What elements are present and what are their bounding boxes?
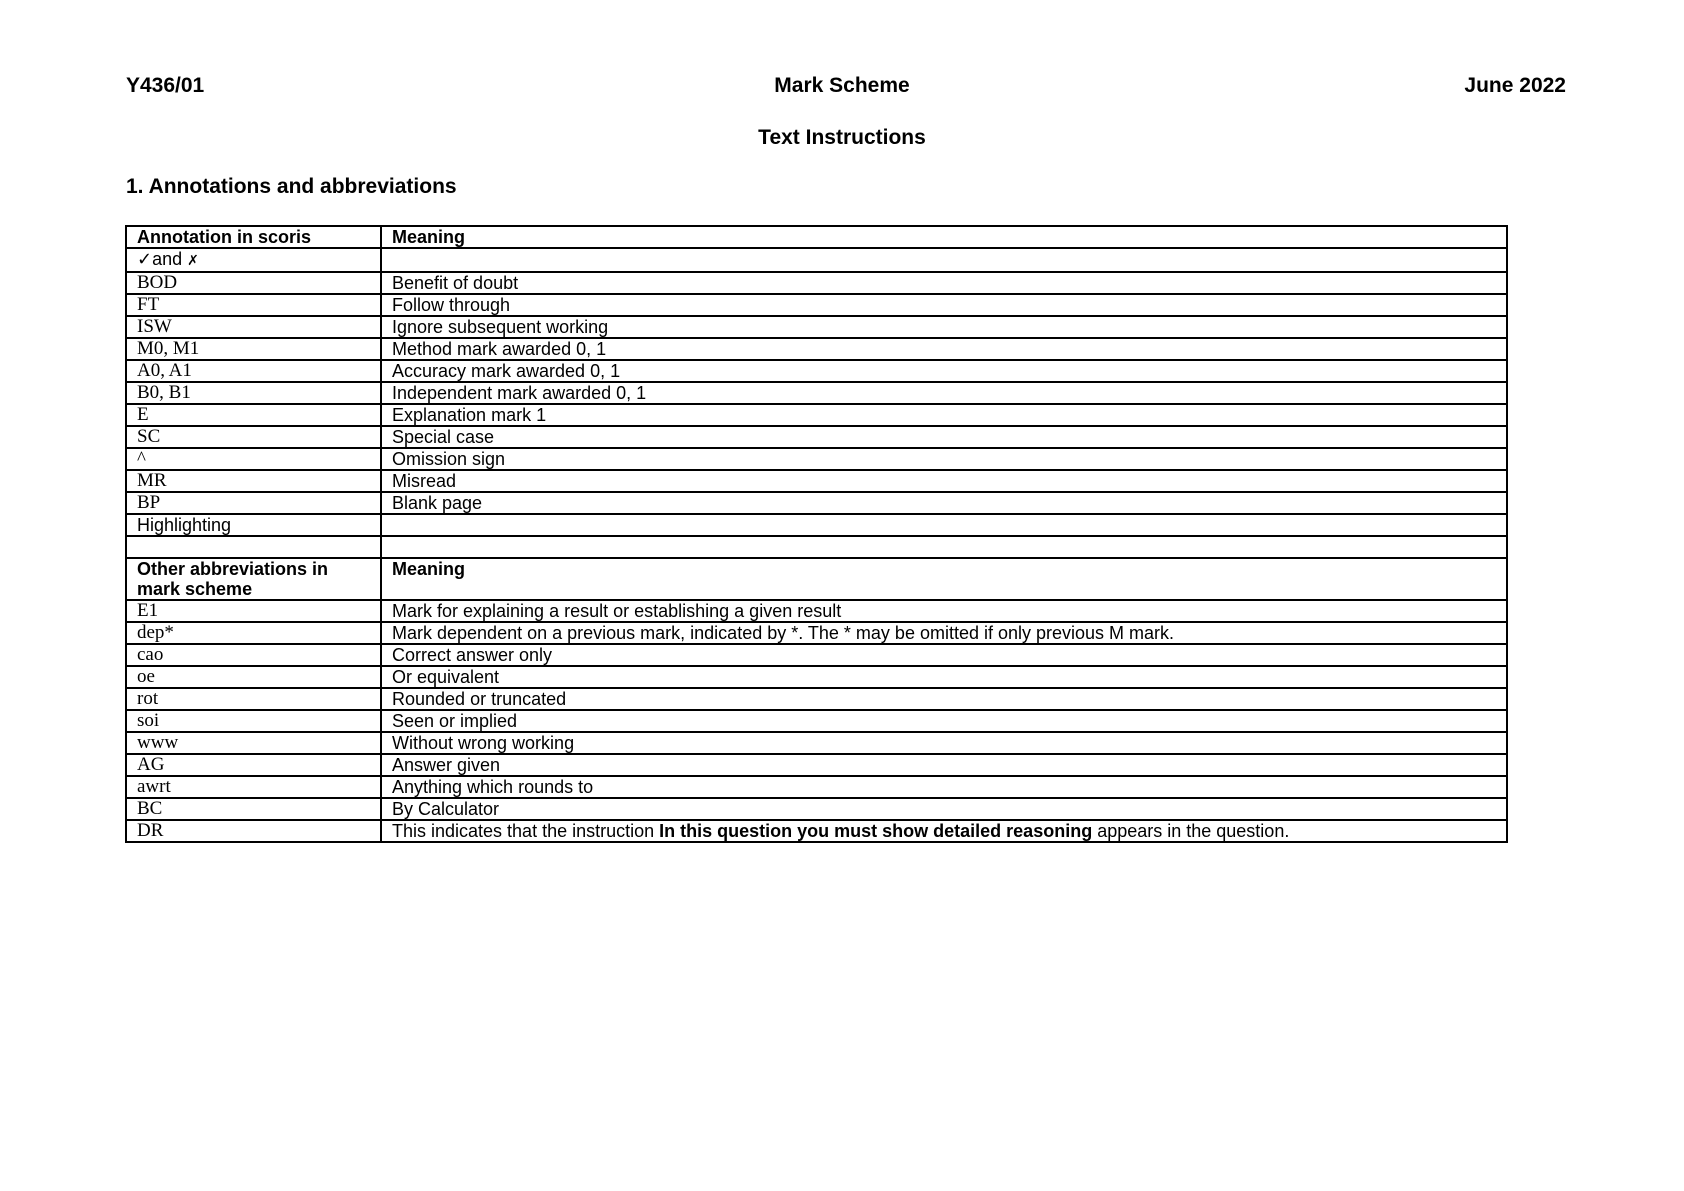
annotation-column-header: Annotation in scoris: [126, 226, 381, 248]
code-cell: MR: [126, 470, 381, 492]
meaning-cell: Blank page: [381, 492, 1507, 514]
meaning-cell: Or equivalent: [381, 666, 1507, 688]
page-subtitle: Text Instructions: [758, 126, 926, 149]
exam-date: June 2022: [1464, 74, 1566, 97]
table-cell-empty: [381, 248, 1507, 272]
code-cell: AG: [126, 754, 381, 776]
meaning-cell: Mark for explaining a result or establishing a given result: [381, 600, 1507, 622]
meaning-cell: Follow through: [381, 294, 1507, 316]
blank-row: [126, 536, 1507, 558]
annotations-header-row: [126, 226, 1507, 248]
meaning-cell: Independent mark awarded 0, 1: [381, 382, 1507, 404]
table-row: [126, 426, 1507, 448]
meaning-cell: Accuracy mark awarded 0, 1: [381, 360, 1507, 382]
table-row: [126, 294, 1507, 316]
table-row: [126, 776, 1507, 798]
dr-text-after: appears in the question.: [1092, 821, 1290, 841]
code-cell: B0, B1: [126, 382, 381, 404]
tick-cross-cell: [126, 248, 381, 272]
code-cell: ^: [126, 448, 381, 470]
paper-code: Y436/01: [126, 74, 205, 97]
code-cell: soi: [126, 710, 381, 732]
meaning-cell: Rounded or truncated: [381, 688, 1507, 710]
table-row: [126, 470, 1507, 492]
code-cell: BP: [126, 492, 381, 514]
code-cell: awrt: [126, 776, 381, 798]
table-row: [126, 622, 1507, 644]
table-row: [126, 448, 1507, 470]
code-cell: A0, A1: [126, 360, 381, 382]
meaning-cell: Ignore subsequent working: [381, 316, 1507, 338]
code-cell: SC: [126, 426, 381, 448]
dr-row: [126, 820, 1507, 842]
code-cell: dep*: [126, 622, 381, 644]
code-cell: Other abbreviations in mark scheme: [126, 558, 381, 600]
meaning-cell: Without wrong working: [381, 732, 1507, 754]
cross-icon: ✗: [187, 253, 199, 269]
code-cell: E: [126, 404, 381, 426]
dr-text-before: This indicates that the instruction: [392, 821, 660, 841]
table-row: [126, 492, 1507, 514]
meaning-column-header: Meaning: [381, 226, 1507, 248]
code-cell: cao: [126, 644, 381, 666]
table-row: [126, 360, 1507, 382]
and-text: and: [152, 249, 183, 269]
code-cell: M0, M1: [126, 338, 381, 360]
code-cell: BOD: [126, 272, 381, 294]
code-cell: oe: [126, 666, 381, 688]
meaning-cell: By Calculator: [381, 798, 1507, 820]
code-cell: ISW: [126, 316, 381, 338]
table-row: [126, 316, 1507, 338]
table-row: [126, 272, 1507, 294]
annotations-table: [125, 225, 1508, 843]
table-row: [126, 666, 1507, 688]
table-row: [126, 644, 1507, 666]
code-cell: DR: [126, 820, 381, 842]
table-row: [126, 754, 1507, 776]
meaning-cell: Explanation mark 1: [381, 404, 1507, 426]
meaning-cell: [381, 820, 1507, 842]
table-row: [126, 710, 1507, 732]
table-row: [126, 688, 1507, 710]
meaning-cell: Benefit of doubt: [381, 272, 1507, 294]
tick-icon: ✓: [137, 249, 153, 270]
code-cell: rot: [126, 688, 381, 710]
meaning-cell: Mark dependent on a previous mark, indicated by *. The * may be omitted if only previous M mark.: [381, 622, 1507, 644]
code-cell: BC: [126, 798, 381, 820]
code-cell: www: [126, 732, 381, 754]
abbreviations-header-row: [126, 558, 1507, 600]
section-heading: 1. Annotations and abbreviations: [126, 175, 457, 198]
document-title: Mark Scheme: [774, 74, 910, 97]
meaning-cell: Omission sign: [381, 448, 1507, 470]
meaning-cell: Meaning: [381, 558, 1507, 600]
meaning-cell: [381, 514, 1507, 536]
highlighting-row: [126, 514, 1507, 536]
table-row: [126, 600, 1507, 622]
table-row: [126, 404, 1507, 426]
meaning-cell: Method mark awarded 0, 1: [381, 338, 1507, 360]
table-row: [126, 732, 1507, 754]
code-cell: E1: [126, 600, 381, 622]
table-row: [126, 338, 1507, 360]
meaning-cell: [381, 536, 1507, 558]
tick-cross-row: [126, 248, 1507, 272]
meaning-cell: Correct answer only: [381, 644, 1507, 666]
meaning-cell: Anything which rounds to: [381, 776, 1507, 798]
meaning-cell: Answer given: [381, 754, 1507, 776]
meaning-cell: Special case: [381, 426, 1507, 448]
table-row: [126, 382, 1507, 404]
meaning-cell: Misread: [381, 470, 1507, 492]
table-row: [126, 798, 1507, 820]
code-cell: Highlighting: [126, 514, 381, 536]
code-cell: [126, 536, 381, 558]
code-cell: FT: [126, 294, 381, 316]
dr-instruction-bold: In this question you must show detailed reasoning: [659, 821, 1093, 841]
meaning-cell: Seen or implied: [381, 710, 1507, 732]
